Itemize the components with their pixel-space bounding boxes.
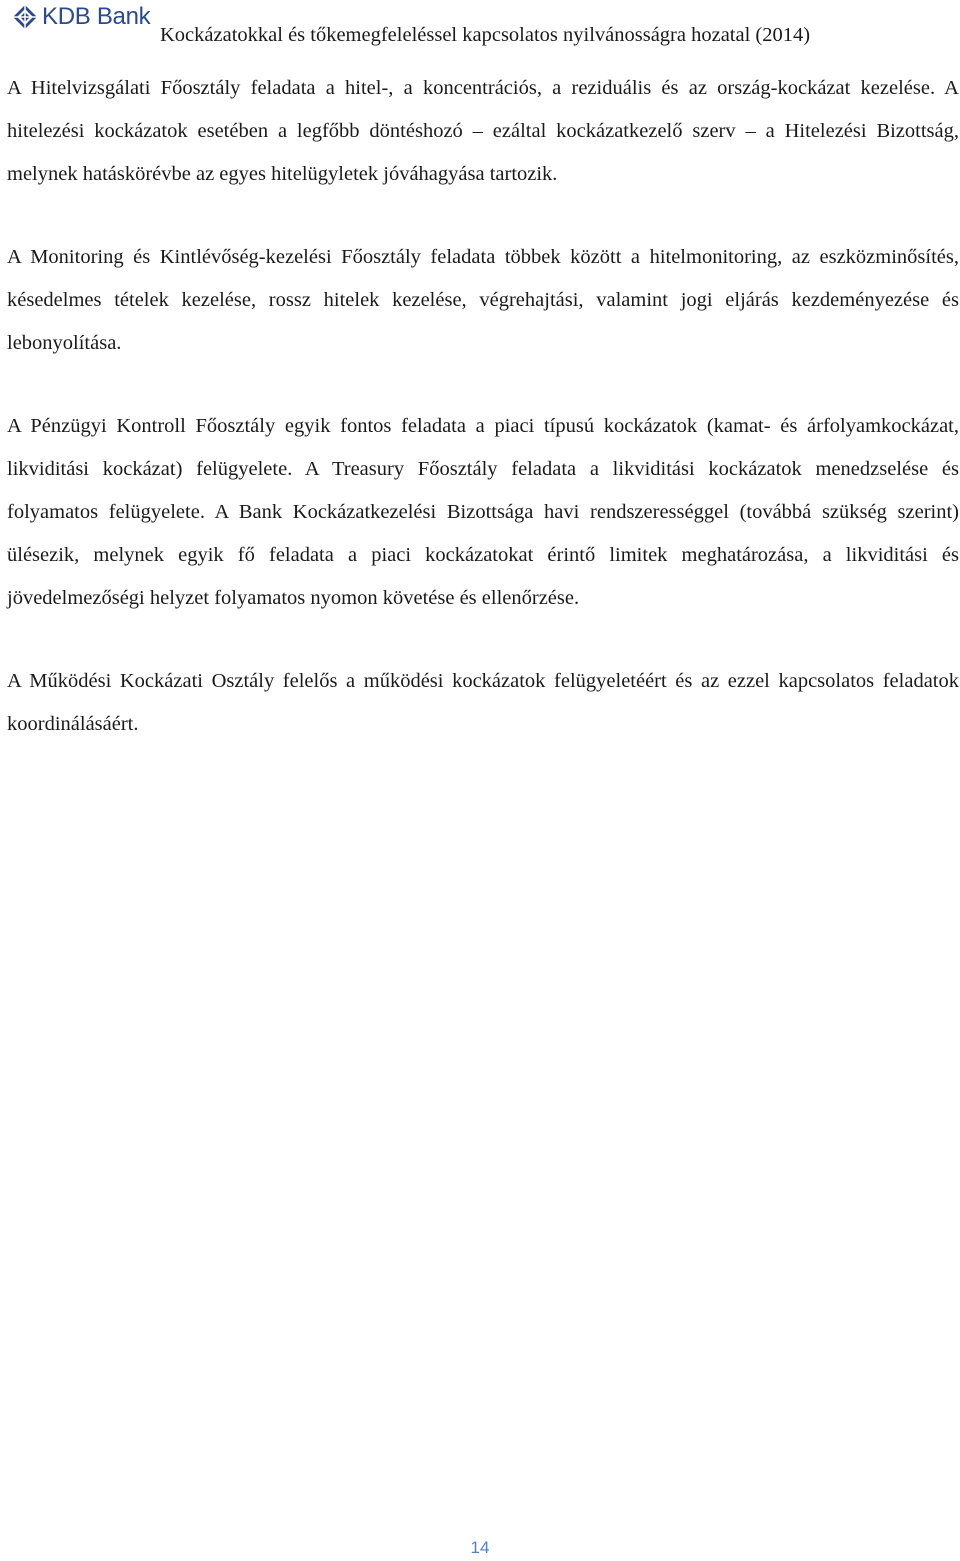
kdb-bank-logo xyxy=(12,4,150,30)
document-body xyxy=(7,67,959,746)
paragraph-operational-risk: A Működési Kockázati Osztály felelős a működési kockázatok felügyeletéért és az ezzel kapcsolatos feladatok koordinálásáért. xyxy=(7,670,959,735)
logo-text: KDB Bank xyxy=(42,3,151,30)
page-header xyxy=(0,0,960,56)
paragraph-credit-review: A Hitelvizsgálati Főosztály feladata a hitel-, a koncentrációs, a reziduális és az ország-kockázat kezelése. A hitelezési kockázatok esetében a legfőbb döntéshozó – ezáltal kockázatkezelő szerv – a Hitelezési Bizottság, melynek hatáskörévbe az egyes hitelügyletek jóváhagyása tartozik. xyxy=(7,77,959,185)
paragraph-monitoring: A Monitoring és Kintlévőség-kezelési Főosztály feladata többek között a hitelmonitoring, az eszközminősítés, késedelmes tételek kezelése, rossz hitelek kezelése, végrehajtási, valamint jogi eljárás kezdeményezése és lebonyolítása. xyxy=(7,246,959,354)
kdb-logo-icon xyxy=(12,4,38,30)
page-number: 14 xyxy=(470,1538,490,1557)
document-header-title: Kockázatokkal és tőkemegfeleléssel kapcsolatos nyilvánosságra hozatal (2014) xyxy=(160,24,811,46)
paragraph-financial-control: A Pénzügyi Kontroll Főosztály egyik fontos feladata a piaci típusú kockázatok (kamat- és árfolyamkockázat, likviditási kockázat) felügyelete. A Treasury Főosztály feladata a likviditási kockázatok menedzselése és folyamatos felügyelete. A Bank Kockázatkezelési Bizottsága havi rendszerességgel (továbbá szükség szerint) ülésezik, melynek egyik fő feladata a piaci kockázatokat érintő limitek meghatározása, a likviditási és jövedelmezőségi helyzet folyamatos nyomon követése és ellenőrzése. xyxy=(7,415,959,609)
